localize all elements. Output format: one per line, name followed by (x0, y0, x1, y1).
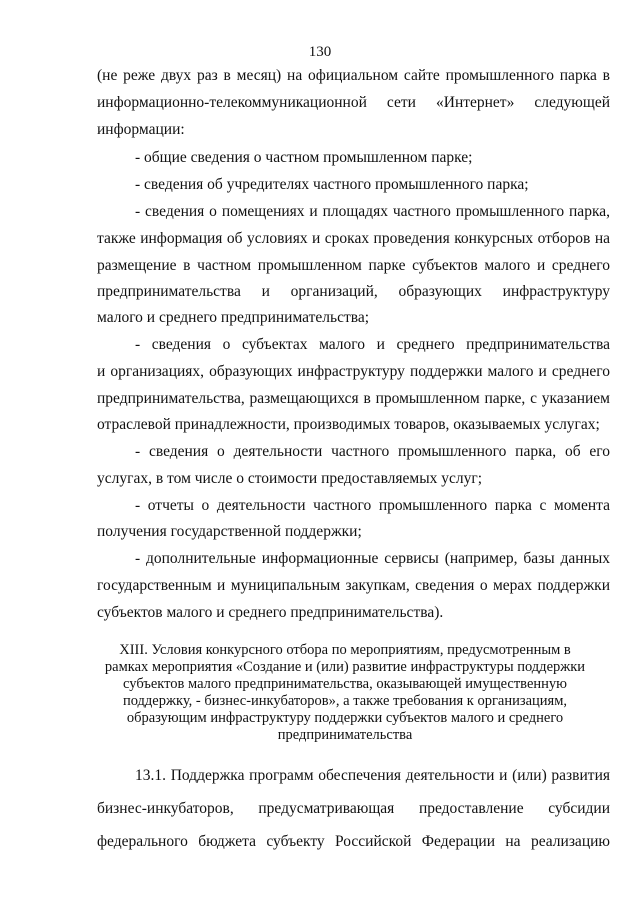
section-heading-line: поддержку, - бизнес-инкубаторов», а также требования к организациям, (122, 693, 568, 709)
paragraph-13-1-line: бизнес-инкубаторов, предусматривающая предоставление субсидии (97, 800, 610, 817)
paragraph-13-1-line: федерального бюджета субъекту Российской Федерации на реализацию (97, 833, 610, 850)
bullet-line: услугах, в том числе о стоимости предоставляемых услуг; (97, 470, 483, 487)
bullet-line: и организациях, образующих инфраструктуру поддержки малого и среднего (97, 363, 610, 380)
bullet-item: - дополнительные информационные сервисы (например, базы данных (135, 550, 610, 567)
bullet-line: также информация об условиях и сроках проведения конкурсных отборов на (97, 230, 610, 247)
section-heading-line: рамках мероприятия «Создание и (или) развитие инфраструктуры поддержки (104, 659, 586, 675)
bullet-item: - сведения о субъектах малого и среднего предпринимательства (135, 336, 610, 353)
paragraph-line: информационно-телекоммуникационной сети «Интернет» следующей (97, 94, 610, 111)
bullet-item: - общие сведения о частном промышленном парке; (135, 149, 473, 166)
section-heading-line: субъектов малого предпринимательства, оказывающей имущественную (123, 676, 567, 692)
paragraph-line: (не реже двух раз в месяц) на официальном сайте промышленного парка в (97, 67, 610, 84)
bullet-line: государственным и муниципальным закупкам, сведения о мерах поддержки (97, 577, 610, 594)
paragraph-13-1-line: 13.1. Поддержка программ обеспечения деятельности и (или) развития (135, 767, 610, 784)
section-heading-line: XIII. Условия конкурсного отбора по мероприятиям, предусмотренным в (119, 642, 571, 658)
bullet-line: получения государственной поддержки; (97, 523, 362, 540)
bullet-line: предпринимательства, размещающихся в промышленном парке, с указанием (97, 390, 610, 407)
bullet-line: малого и среднего предпринимательства; (97, 309, 370, 326)
section-heading-line: образующим инфраструктуру поддержки субъектов малого и среднего (126, 710, 564, 726)
bullet-item: - сведения об учредителях частного промышленного парка; (135, 176, 529, 193)
bullet-line: предпринимательства и организаций, образующих инфраструктуру (97, 283, 610, 300)
paragraph-line: информации: (97, 121, 185, 138)
page-number: 130 (308, 44, 332, 60)
bullet-item: - сведения о помещениях и площадях частного промышленного парка, (135, 203, 610, 220)
section-heading-line: предпринимательства (277, 727, 413, 743)
bullet-line: размещение в частном промышленном парке субъектов малого и среднего (97, 257, 610, 274)
bullet-item: - отчеты о деятельности частного промышленного парка с момента (135, 497, 610, 514)
bullet-line: субъектов малого и среднего предпринимательства). (97, 604, 444, 621)
bullet-line: отраслевой принадлежности, производимых товаров, оказываемых услугах; (97, 416, 600, 433)
bullet-item: - сведения о деятельности частного промышленного парка, об его (135, 443, 610, 460)
